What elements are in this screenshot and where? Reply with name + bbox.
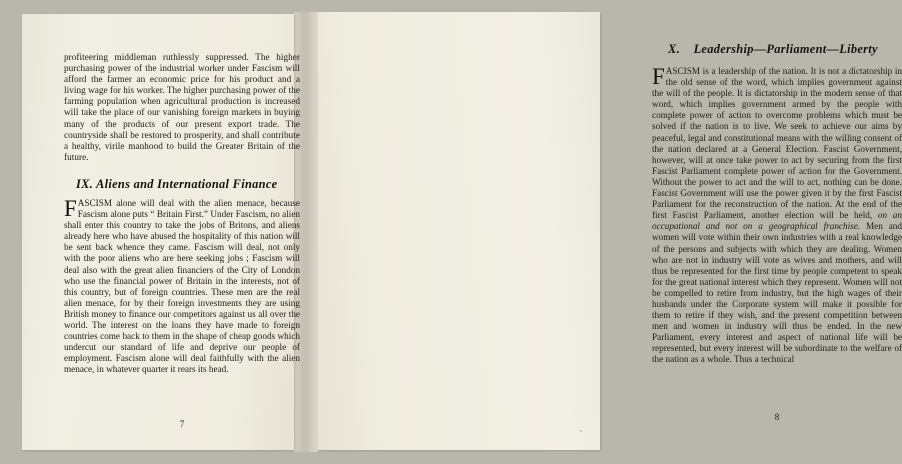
italic-phrase: on an occupational and not on a geographical franchise. <box>652 210 902 232</box>
section-heading-ix <box>64 177 300 192</box>
section-title-x: Leadership—Parliament—Liberty <box>693 42 878 56</box>
dropcap-f-left: F <box>64 195 77 221</box>
section-x-paragraph <box>652 66 902 366</box>
page-number-right: 8 <box>774 412 780 422</box>
section-x-body: ASCISM is a leadership of the nation. It is not a dictatorship in the old sense of the word, which implies government against the will of the people. It is dictatorship in the modern sense of that word, which implies government armed by the people with complete power of action to overcome problems which must be solved if the nation is to live. We seek to achieve our aims by peaceful, legal and constitutional means with the willing consent of the nation declared at a General Election. Fascist Government, however, will at once take power to act by securing from the first Fascist Parliament complete power of action for the Government. Without the power to act and the will to act, nothing can be done. Fascist Government will use the power given it by the first Fascist Parliament for the reconstruction of the nation. At the end of the first Fascist Parliament, another election will be held, on an occupational and not on a geographical franchise. Men and women will vote within their own industries with a real knowledge of the persons and subjects with which they are dealing. Women who are not in industry will vote as wives and mothers, and will thus be represented for the first time by people competent to speak for the great national interest which they represent. Women will not be compelled to retire from industry, but the high wages of their husbands under the Corporate system will make it possible for them to retire if they wish, and the present competition between men and women in industry will thus be ended. In the new Parliament, every interest and aspect of national life will be represented, but every interest will be subordinate to the welfare of the nation as a whole. Thus a technical <box>652 66 902 365</box>
section-number-x: X. <box>668 42 680 56</box>
left-page-column <box>64 52 300 375</box>
section-ix-paragraph <box>64 195 300 376</box>
dropcap-f-right: F <box>652 64 665 89</box>
section-ix-body: ASCISM alone will deal with the alien menace, because Fascism alone puts “ Britain First.” Under Fascism, no alien shall enter this country to take the jobs of Britons, and aliens already here who have abused the hospitality of this nation will be sent back whence they came. Fascism will deal, not only with the poor aliens who are here seeking jobs ; Fascism will deal also with the great alien financiers of the City of London who use the financial power of Britain in the interests, not of this country, but of foreign countries. These men are the real alien menace, for by their foreign investments they are using British money to finance our competitors against us all over the world. The interest on the loans they have made to foreign countries come back to them in the shape of cheap goods which undercut our standard of life and deprive our people of employment. Fascism alone will deal faithfully with the alien menace, in whatever quarter it rears its head. <box>64 197 300 375</box>
left-page-continued-paragraph: profiteering middleman ruthlessly suppressed. The higher purchasing power of the industrial worker under Fascism will afford the farmer an economic price for his product and a living wage for his worker. The higher purchasing power of the farming population when agricultural production is increased will take the place of our vanishing foreign markets in buying many of the products of our present export trade. The countryside shall be restored to prosperity, and shall contribute a healthy, virile manhood to build the Greater Britain of the future. <box>64 52 300 162</box>
section-number-ix: IX. <box>76 176 94 191</box>
right-page <box>318 12 902 450</box>
left-page <box>22 14 300 450</box>
paper-speck <box>580 430 582 432</box>
right-page-column <box>652 42 902 366</box>
section-title-ix: Aliens and International Finance <box>96 176 278 191</box>
section-heading-x <box>652 42 902 57</box>
page-number-left: 7 <box>179 419 185 429</box>
